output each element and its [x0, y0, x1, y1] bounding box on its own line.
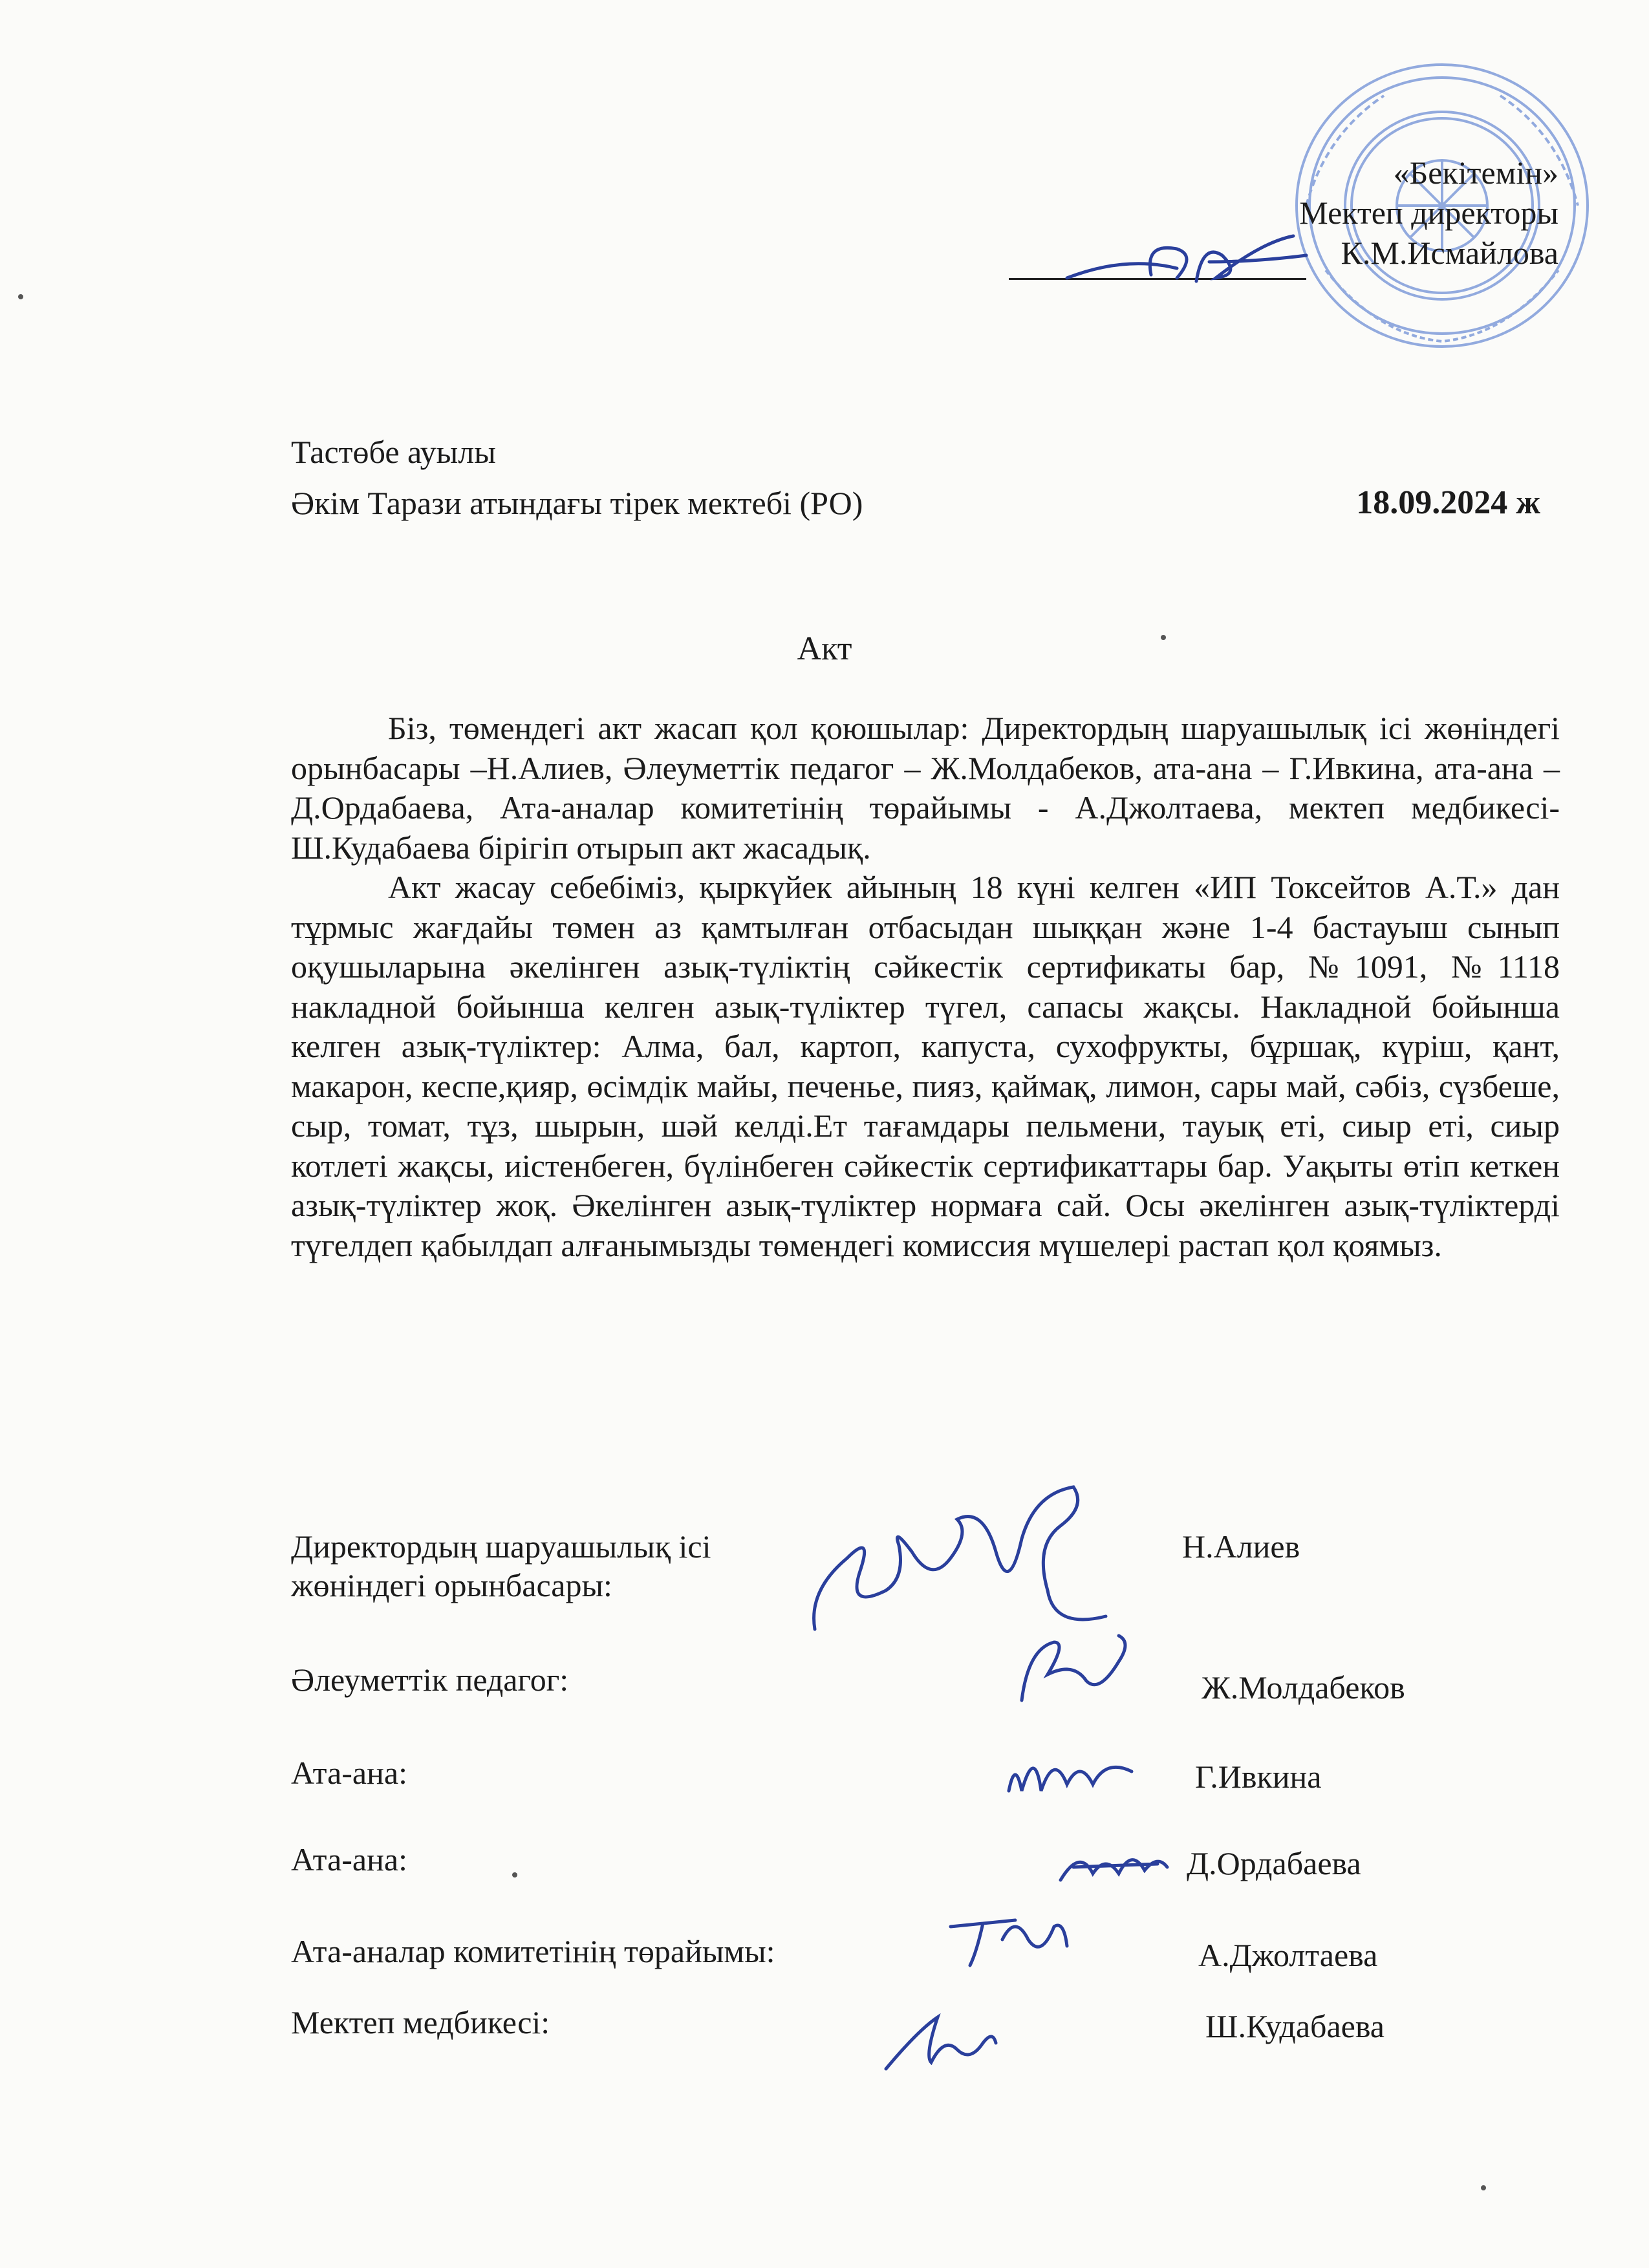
document-body: [291, 709, 1560, 1265]
scan-speck: [1481, 2185, 1486, 2190]
village-name: Тастөбе ауылы: [291, 434, 496, 470]
paragraph-2: Акт жасау себебіміз, қыркүйек айының 18 күні келген «ИП Токсейтов А.Т.» дан тұрмыс жағдайы төмен аз қамтылған отбасыдан шыққан және 1-4 бастауыш сынып оқушыларына әкелінген азық-түліктің сәйкестік сертификаты бар, №1091, №1118 накладной бойынша келген азық-түліктер түгел, сапасы жақсы. Накладной бойынша келген азық-түліктер: Алма, бал, картоп, капуста, сухофрукты, бұршақ, күріш, қант, макарон, кеспе,қияр, өсімдік майы, печенье, пияз, қаймақ, лимон, сары май, сәбіз, сүзбеше, сыр, томат, тұз, шырын, шәй келді.Ет тағамдары пельмени, тауық еті, сиыр еті, сиыр котлеті жақсы, иістенбеген, бүлінбеген сәйкестік сертификаттары бар. Уақыты өтіп кеткен азық-түліктер жоқ. Әкелінген азық-түліктер нормаға сай. Осы әкелінген азық-түліктерді түгелдеп қабылдап алғанымызды төмендегі комиссия мүшелері растап қол қоямыз.: [291, 869, 1560, 1263]
signatory-role: Ата-ана:: [291, 1841, 407, 1878]
document-date: 18.09.2024 ж: [1356, 484, 1540, 521]
scan-speck: [512, 1872, 517, 1878]
signatory-name: Ш.Кудабаева: [1205, 2008, 1385, 2044]
signatory-name: Ж.Молдабеков: [1202, 1669, 1405, 1706]
role-line: Директордың шаруашылық ісі: [291, 1528, 711, 1565]
scan-speck: [18, 294, 23, 299]
approval-label: «Бекітемін»: [1393, 155, 1558, 191]
signature-6-icon: [879, 2004, 1002, 2075]
signature-3-icon: [996, 1733, 1138, 1810]
scan-speck: [1161, 635, 1166, 640]
signatory-role: Ата-аналар комитетінің төрайымы:: [291, 1933, 775, 1969]
signatory-role: Мектеп медбикесі:: [291, 2004, 550, 2040]
role-line: жөніндегі орынбасары:: [291, 1567, 612, 1603]
approval-block: [1299, 153, 1558, 273]
signatory-name: Д.Ордабаева: [1187, 1845, 1361, 1881]
signatory-name: Г.Ивкина: [1195, 1759, 1322, 1795]
signatory-name: Н.Алиев: [1182, 1528, 1300, 1565]
signatory-role: [291, 1527, 711, 1605]
school-name: Әкім Тарази атындағы тірек мектебі (РО): [291, 485, 863, 521]
signature-2-icon: [1009, 1623, 1138, 1713]
signatory-name: А.Джолтаева: [1198, 1937, 1378, 1973]
document-title: Акт: [797, 630, 852, 667]
signature-4-icon: [1054, 1835, 1170, 1899]
signatory-role: Ата-ана:: [291, 1755, 407, 1791]
signatory-role: Әлеуметтік педагог:: [291, 1662, 569, 1698]
signature-5-icon: [944, 1901, 1073, 1972]
paragraph-1: Біз, төмендегі акт жасап қол қоюшылар: Директордың шаруашылық ісі жөніндегі орынбасары –Н.Алиев, Әлеуметтік педагог – Ж.Молдабеков, ата-ана – Г.Ивкина, ата-ана – Д.Ордабаева, Ата-аналар комитетінің төрайымы - А.Джолтаева, мектеп медбикесі-Ш.Кудабаева бірігіп отырып акт жасадық.: [291, 710, 1560, 866]
approval-position: Мектеп директоры: [1299, 195, 1558, 231]
director-signature-icon: [1048, 217, 1319, 301]
approval-name: К.М.Исмайлова: [1341, 235, 1558, 271]
